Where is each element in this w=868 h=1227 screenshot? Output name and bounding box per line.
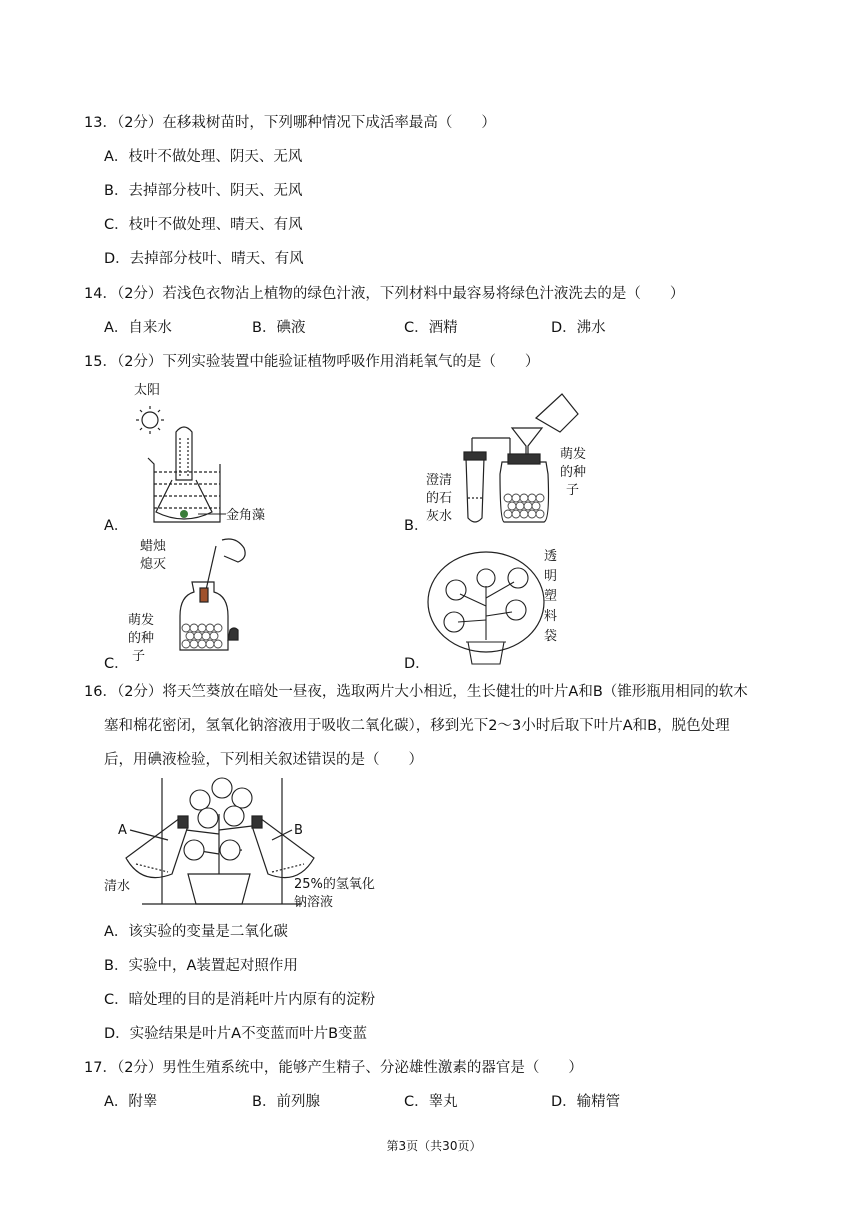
q17-option-b: B．前列腺 xyxy=(252,1094,320,1110)
q13-stem: 13．（2分）在移栽树苗时，下列哪种情况下成活率最高（ ） xyxy=(84,115,496,131)
seeds-icon xyxy=(504,494,544,518)
q15-figure-a xyxy=(128,376,278,526)
seeds-label-line3: 子 xyxy=(566,483,580,498)
q16-option-c: C．暗处理的目的是消耗叶片内原有的淀粉 xyxy=(104,992,376,1008)
q14-option-a: A．自来水 xyxy=(104,320,172,336)
candle-label-line2: 熄灭 xyxy=(140,557,167,572)
q16-stem-line2: 塞和棉花密闭，氢氧化钠溶液用于吸收二氧化碳），移到光下2～3小时后取下叶片A和B，脱色处理 xyxy=(104,718,730,734)
water-label: 清水 xyxy=(104,879,131,894)
q15-figure-c xyxy=(126,532,256,662)
limewater-label-line1: 澄清 xyxy=(426,473,453,488)
q14-stem: 14．（2分）若浅色衣物沾上植物的绿色汁液，下列材料中最容易将绿色汁液洗去的是（ ） xyxy=(84,286,685,302)
q15-option-a-letter: A． xyxy=(104,518,129,534)
seeds-label-line1: 萌发 xyxy=(128,613,155,628)
q14-option-b: B．碘液 xyxy=(252,320,306,336)
limewater-label-line2: 的石 xyxy=(426,491,453,506)
q15-option-d-letter: D． xyxy=(404,656,430,672)
q13-option-c: C．枝叶不做处理、晴天、有风 xyxy=(104,217,303,233)
q15-figure-d xyxy=(424,546,574,668)
pondweed-icon xyxy=(180,510,188,518)
bag-label-char3: 塑 xyxy=(544,589,558,604)
bag-label-char1: 透 xyxy=(544,549,558,564)
sun-label: 太阳 xyxy=(134,383,161,398)
flower-pot-icon xyxy=(188,874,250,904)
bag-label-char4: 料 xyxy=(544,609,558,624)
q16-option-b: B．实验中，A装置起对照作用 xyxy=(104,958,298,974)
naoh-label-line2: 钠溶液 xyxy=(294,895,334,910)
test-tube-icon xyxy=(156,427,212,519)
seeds-label-line2: 的种 xyxy=(560,465,587,480)
label-a: A xyxy=(118,823,127,838)
q14-option-c: C．酒精 xyxy=(404,320,458,336)
q15-stem: 15．（2分）下列实验装置中能验证植物呼吸作用消耗氧气的是（ ） xyxy=(84,354,540,370)
label-b: B xyxy=(294,823,303,838)
q17-option-d: D．输精管 xyxy=(551,1094,621,1110)
q13-option-d: D．去掉部分枝叶、晴天、有风 xyxy=(104,251,304,267)
q15-option-b-letter: B． xyxy=(404,518,429,534)
q16-figure xyxy=(102,774,402,914)
q17-option-a: A．附睾 xyxy=(104,1094,158,1110)
q16-stem-line1: 16．（2分）将天竺葵放在暗处一昼夜，选取两片大小相近，生长健壮的叶片A和B（锥形瓶用相同的软木 xyxy=(84,684,748,700)
bag-label-char2: 明 xyxy=(544,569,558,584)
bag-label-char5: 袋 xyxy=(544,629,558,644)
test-tube-icon xyxy=(466,458,484,522)
sun-icon xyxy=(136,406,164,434)
q16-option-d: D．实验结果是叶片A不变蓝而叶片B变蓝 xyxy=(104,1026,368,1042)
q13-option-a: A．枝叶不做处理、阴天、无风 xyxy=(104,149,303,165)
q16-stem-line3: 后，用碘液检验，下列相关叙述错误的是（ ） xyxy=(104,752,423,768)
plant-icon xyxy=(444,568,528,664)
seeds-icon xyxy=(182,624,222,648)
page-footer: 第3页（共30页） xyxy=(386,1139,482,1153)
q14-option-d: D．沸水 xyxy=(551,320,606,336)
seeds-label-line2: 的种 xyxy=(128,631,155,646)
seeds-label-line1: 萌发 xyxy=(560,447,587,462)
q13-option-b: B．去掉部分枝叶、阴天、无风 xyxy=(104,183,303,199)
q15-figure-b xyxy=(420,388,610,530)
flower-leaves-icon xyxy=(184,778,252,860)
seeds-label-line3: 子 xyxy=(132,649,146,662)
limewater-label-line3: 灰水 xyxy=(426,509,453,524)
pondweed-label: 金角藻 xyxy=(226,508,266,523)
candle-label-line1: 蜡烛 xyxy=(140,539,167,554)
q17-stem: 17．（2分）男性生殖系统中，能够产生精子、分泌雄性激素的器官是（ ） xyxy=(84,1060,583,1076)
q15-option-c-letter: C． xyxy=(104,656,129,672)
q17-option-c: C．睾丸 xyxy=(404,1094,458,1110)
naoh-label-line1: 25%的氢氧化 xyxy=(294,877,375,892)
q16-option-a: A．该实验的变量是二氧化碳 xyxy=(104,924,288,940)
hand-icon xyxy=(222,539,245,562)
beaker-pour-icon xyxy=(536,394,578,432)
